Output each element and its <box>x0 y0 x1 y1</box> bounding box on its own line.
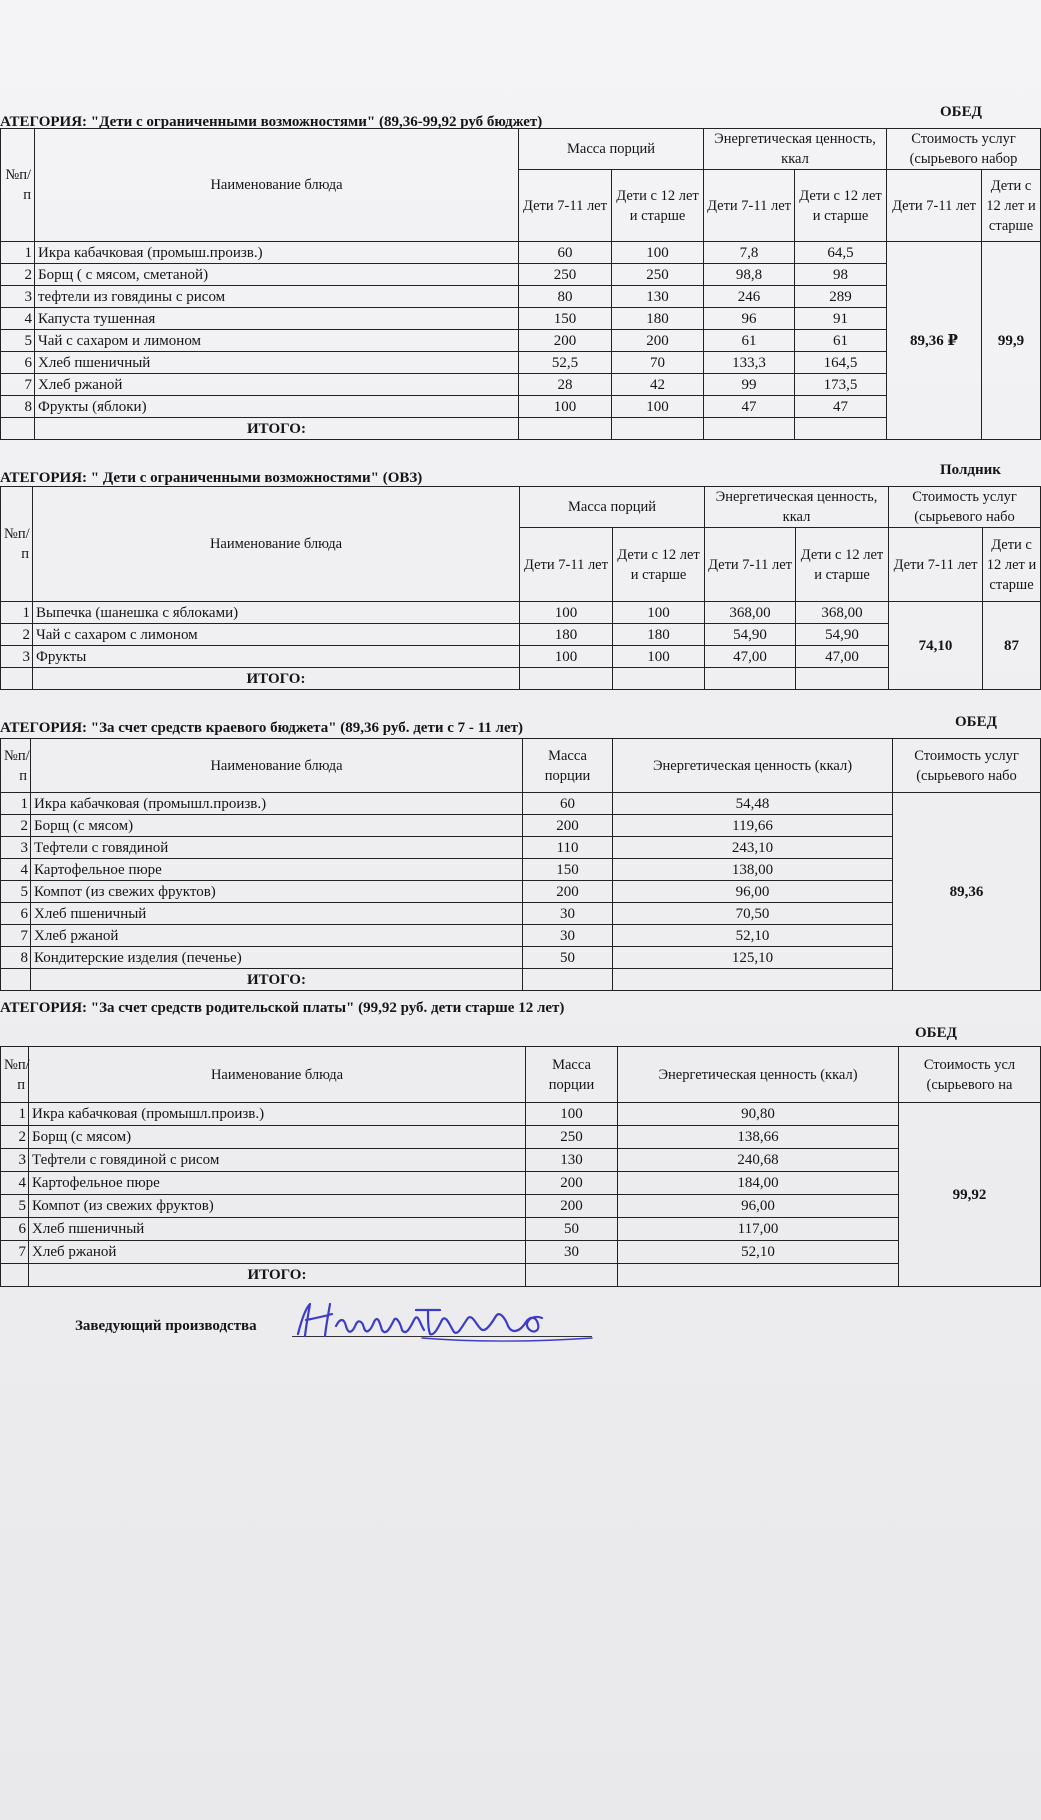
header-dish-name: Наименование блюда <box>35 129 519 242</box>
energy-value: 52,10 <box>618 1241 899 1264</box>
dish-name: Фрукты <box>33 646 520 668</box>
energy-value: 138,66 <box>618 1126 899 1149</box>
meal-label: ОБЕД <box>940 104 982 120</box>
header-num: №п/п <box>1 129 35 242</box>
energy-7-11: 61 <box>704 330 795 352</box>
table-row <box>1 1195 1041 1218</box>
mass-12-plus: 180 <box>612 308 704 330</box>
meal-label: ОБЕД <box>915 1025 957 1041</box>
table-row <box>1 264 1041 286</box>
dish-name: Хлеб пшеничный <box>31 903 523 925</box>
table-row <box>1 286 1041 308</box>
energy-12-plus: 91 <box>795 308 887 330</box>
cost-7-11: 89,36 ₽ <box>887 242 982 440</box>
energy-value: 52,10 <box>613 925 893 947</box>
row-number: 5 <box>1 881 31 903</box>
mass-7-11: 180 <box>520 624 613 646</box>
cost-12-plus: 87 <box>983 602 1041 690</box>
mass-value: 30 <box>526 1241 618 1264</box>
row-number: 1 <box>1 1103 29 1126</box>
menu-table <box>0 738 1041 991</box>
table-row <box>1 1103 1041 1126</box>
table-row <box>1 1149 1041 1172</box>
total-label: ИТОГО: <box>33 668 520 690</box>
table-row <box>1 396 1041 418</box>
energy-value: 96,00 <box>618 1195 899 1218</box>
cost-value: 99,92 <box>899 1103 1041 1287</box>
header-mass: Масса порции <box>526 1047 618 1103</box>
energy-12-plus: 47 <box>795 396 887 418</box>
row-number: 4 <box>1 1172 29 1195</box>
header-dish-name: Наименование блюда <box>29 1047 526 1103</box>
energy-value: 70,50 <box>613 903 893 925</box>
row-number: 1 <box>1 602 33 624</box>
total-label: ИТОГО: <box>29 1264 526 1287</box>
dish-name: Борщ (с мясом) <box>31 815 523 837</box>
mass-12-plus: 130 <box>612 286 704 308</box>
table-row <box>1 308 1041 330</box>
table-row <box>1 925 1041 947</box>
header-age-7-11: Дети 7-11 лет <box>519 170 612 242</box>
row-number: 7 <box>1 374 35 396</box>
mass-value: 30 <box>523 925 613 947</box>
mass-7-11: 100 <box>520 602 613 624</box>
dish-name: Икра кабачковая (промышл.произв.) <box>31 793 523 815</box>
table-row <box>1 1218 1041 1241</box>
mass-value: 200 <box>526 1172 618 1195</box>
row-number: 8 <box>1 947 31 969</box>
header-num: №п/п <box>1 1047 29 1103</box>
mass-value: 200 <box>523 881 613 903</box>
cost-12-plus: 99,9 <box>982 242 1041 440</box>
energy-7-11: 133,3 <box>704 352 795 374</box>
dish-name: Борщ (с мясом) <box>29 1126 526 1149</box>
dish-name: Выпечка (шанешка с яблоками) <box>33 602 520 624</box>
header-num: №п/п <box>1 487 33 602</box>
row-number: 3 <box>1 837 31 859</box>
header-cost: Стоимость услуг (сырьевого набо <box>893 739 1041 793</box>
row-number: 2 <box>1 1126 29 1149</box>
energy-7-11: 54,90 <box>705 624 796 646</box>
mass-12-plus: 100 <box>612 396 704 418</box>
row-number: 8 <box>1 396 35 418</box>
table-row <box>1 1241 1041 1264</box>
row-number: 7 <box>1 1241 29 1264</box>
dish-name: Борщ ( с мясом, сметаной) <box>35 264 519 286</box>
footer-signature-label: Заведующий производства <box>75 1318 257 1334</box>
dish-name: Чай с сахаром с лимоном <box>33 624 520 646</box>
mass-7-11: 80 <box>519 286 612 308</box>
header-cost: Стоимость услуг (сырьевого набо <box>889 487 1041 528</box>
mass-12-plus: 200 <box>612 330 704 352</box>
table-row <box>1 242 1041 264</box>
dish-name: Картофельное пюре <box>31 859 523 881</box>
table-row <box>1 903 1041 925</box>
mass-7-11: 60 <box>519 242 612 264</box>
cost-7-11: 74,10 <box>889 602 983 690</box>
table-row <box>1 837 1041 859</box>
row-number: 2 <box>1 264 35 286</box>
table-row <box>1 947 1041 969</box>
row-number: 4 <box>1 859 31 881</box>
header-age-7-11: Дети 7-11 лет <box>704 170 795 242</box>
table-row <box>1 330 1041 352</box>
dish-name: Капуста тушенная <box>35 308 519 330</box>
table-row <box>1 815 1041 837</box>
header-age-12-plus: Дети с 12 лет и старше <box>982 170 1041 242</box>
header-cost: Стоимость усл (сырьевого на <box>899 1047 1041 1103</box>
dish-name: Кондитерские изделия (печенье) <box>31 947 523 969</box>
mass-value: 250 <box>526 1126 618 1149</box>
header-age-7-11: Дети 7-11 лет <box>887 170 982 242</box>
row-number: 2 <box>1 624 33 646</box>
dish-name: Тефтели с говядиной с рисом <box>29 1149 526 1172</box>
total-row <box>1 418 1041 440</box>
mass-7-11: 52,5 <box>519 352 612 374</box>
mass-value: 50 <box>523 947 613 969</box>
row-number: 6 <box>1 903 31 925</box>
mass-12-plus: 100 <box>613 602 705 624</box>
energy-12-plus: 368,00 <box>796 602 889 624</box>
table-row <box>1 859 1041 881</box>
dish-name: Хлеб пшеничный <box>29 1218 526 1241</box>
header-energy: Энергетическая ценность (ккал) <box>618 1047 899 1103</box>
table-row <box>1 352 1041 374</box>
row-number: 5 <box>1 1195 29 1218</box>
energy-12-plus: 173,5 <box>795 374 887 396</box>
row-number: 6 <box>1 352 35 374</box>
header-age-7-11: Дети 7-11 лет <box>705 528 796 602</box>
energy-value: 54,48 <box>613 793 893 815</box>
energy-value: 184,00 <box>618 1172 899 1195</box>
energy-7-11: 368,00 <box>705 602 796 624</box>
menu-table <box>0 1046 1041 1287</box>
energy-12-plus: 164,5 <box>795 352 887 374</box>
header-energy: Энергетическая ценность, ккал <box>704 129 887 170</box>
mass-value: 150 <box>523 859 613 881</box>
energy-value: 119,66 <box>613 815 893 837</box>
dish-name: Компот (из свежих фруктов) <box>29 1195 526 1218</box>
section-category-title: АТЕГОРИЯ: "За счет средств краевого бюджета" (89,36 руб. дети с 7 - 11 лет) <box>0 720 523 736</box>
row-number: 5 <box>1 330 35 352</box>
energy-7-11: 246 <box>704 286 795 308</box>
header-age-7-11: Дети 7-11 лет <box>889 528 983 602</box>
energy-7-11: 96 <box>704 308 795 330</box>
energy-7-11: 47 <box>704 396 795 418</box>
mass-12-plus: 250 <box>612 264 704 286</box>
energy-12-plus: 47,00 <box>796 646 889 668</box>
row-number: 7 <box>1 925 31 947</box>
total-row <box>1 1264 1041 1287</box>
mass-7-11: 28 <box>519 374 612 396</box>
total-row <box>1 668 1041 690</box>
energy-value: 240,68 <box>618 1149 899 1172</box>
row-number: 6 <box>1 1218 29 1241</box>
mass-7-11: 150 <box>519 308 612 330</box>
menu-table <box>0 128 1041 440</box>
header-cost: Стоимость услуг (сырьевого набор <box>887 129 1041 170</box>
section-category-title: АТЕГОРИЯ: " Дети с ограниченными возможностями" (ОВЗ) <box>0 470 423 486</box>
dish-name: Хлеб ржаной <box>35 374 519 396</box>
menu-table <box>0 486 1041 690</box>
row-number: 3 <box>1 646 33 668</box>
header-age-12-plus: Дети с 12 лет и старше <box>795 170 887 242</box>
energy-value: 90,80 <box>618 1103 899 1126</box>
energy-value: 138,00 <box>613 859 893 881</box>
mass-value: 30 <box>523 903 613 925</box>
table-row <box>1 646 1041 668</box>
dish-name: Икра кабачковая (промышл.произв.) <box>29 1103 526 1126</box>
meal-label: ОБЕД <box>955 714 997 730</box>
meal-label: Полдник <box>940 462 1001 478</box>
row-number: 3 <box>1 286 35 308</box>
energy-7-11: 98,8 <box>704 264 795 286</box>
dish-name: Чай с сахаром и лимоном <box>35 330 519 352</box>
dish-name: Хлеб ржаной <box>29 1241 526 1264</box>
dish-name: Тефтели с говядиной <box>31 837 523 859</box>
energy-value: 125,10 <box>613 947 893 969</box>
energy-value: 117,00 <box>618 1218 899 1241</box>
header-age-12-plus: Дети с 12 лет и старше <box>613 528 705 602</box>
mass-7-11: 200 <box>519 330 612 352</box>
mass-7-11: 100 <box>519 396 612 418</box>
dish-name: Картофельное пюре <box>29 1172 526 1195</box>
energy-value: 96,00 <box>613 881 893 903</box>
mass-12-plus: 180 <box>613 624 705 646</box>
handwritten-signature <box>292 1298 612 1349</box>
energy-12-plus: 54,90 <box>796 624 889 646</box>
energy-12-plus: 64,5 <box>795 242 887 264</box>
total-row <box>1 969 1041 991</box>
energy-7-11: 99 <box>704 374 795 396</box>
energy-7-11: 7,8 <box>704 242 795 264</box>
total-label: ИТОГО: <box>35 418 519 440</box>
table-row <box>1 624 1041 646</box>
header-num: №п/п <box>1 739 31 793</box>
row-number: 1 <box>1 793 31 815</box>
mass-12-plus: 100 <box>612 242 704 264</box>
energy-12-plus: 289 <box>795 286 887 308</box>
total-label: ИТОГО: <box>31 969 523 991</box>
mass-7-11: 250 <box>519 264 612 286</box>
row-number: 1 <box>1 242 35 264</box>
header-dish-name: Наименование блюда <box>31 739 523 793</box>
mass-7-11: 100 <box>520 646 613 668</box>
header-age-12-plus: Дети с 12 лет и старше <box>983 528 1041 602</box>
dish-name: Хлеб пшеничный <box>35 352 519 374</box>
energy-12-plus: 61 <box>795 330 887 352</box>
mass-value: 60 <box>523 793 613 815</box>
energy-12-plus: 98 <box>795 264 887 286</box>
mass-12-plus: 42 <box>612 374 704 396</box>
mass-value: 100 <box>526 1103 618 1126</box>
dish-name: тефтели из говядины с рисом <box>35 286 519 308</box>
header-mass: Масса порций <box>519 129 704 170</box>
header-age-12-plus: Дети с 12 лет и старше <box>612 170 704 242</box>
mass-value: 130 <box>526 1149 618 1172</box>
mass-value: 110 <box>523 837 613 859</box>
table-row <box>1 1172 1041 1195</box>
header-mass: Масса порций <box>520 487 705 528</box>
cost-value: 89,36 <box>893 793 1041 991</box>
row-number: 4 <box>1 308 35 330</box>
dish-name: Компот (из свежих фруктов) <box>31 881 523 903</box>
mass-12-plus: 70 <box>612 352 704 374</box>
dish-name: Фрукты (яблоки) <box>35 396 519 418</box>
mass-12-plus: 100 <box>613 646 705 668</box>
row-number: 3 <box>1 1149 29 1172</box>
dish-name: Икра кабачковая (промыш.произв.) <box>35 242 519 264</box>
header-mass: Масса порции <box>523 739 613 793</box>
energy-value: 243,10 <box>613 837 893 859</box>
mass-value: 200 <box>526 1195 618 1218</box>
header-energy: Энергетическая ценность (ккал) <box>613 739 893 793</box>
header-age-7-11: Дети 7-11 лет <box>520 528 613 602</box>
table-row <box>1 793 1041 815</box>
table-row <box>1 881 1041 903</box>
table-row <box>1 374 1041 396</box>
table-row <box>1 602 1041 624</box>
header-energy: Энергетическая ценность, ккал <box>705 487 889 528</box>
dish-name: Хлеб ржаной <box>31 925 523 947</box>
energy-7-11: 47,00 <box>705 646 796 668</box>
row-number: 2 <box>1 815 31 837</box>
mass-value: 200 <box>523 815 613 837</box>
header-age-12-plus: Дети с 12 лет и старше <box>796 528 889 602</box>
table-row <box>1 1126 1041 1149</box>
header-dish-name: Наименование блюда <box>33 487 520 602</box>
section-category-title: АТЕГОРИЯ: "За счет средств родительской платы" (99,92 руб. дети старше 12 лет) <box>0 1000 565 1016</box>
section-category-title: АТЕГОРИЯ: "Дети с ограниченными возможностями" (89,36-99,92 руб бюджет) <box>0 114 543 130</box>
mass-value: 50 <box>526 1218 618 1241</box>
